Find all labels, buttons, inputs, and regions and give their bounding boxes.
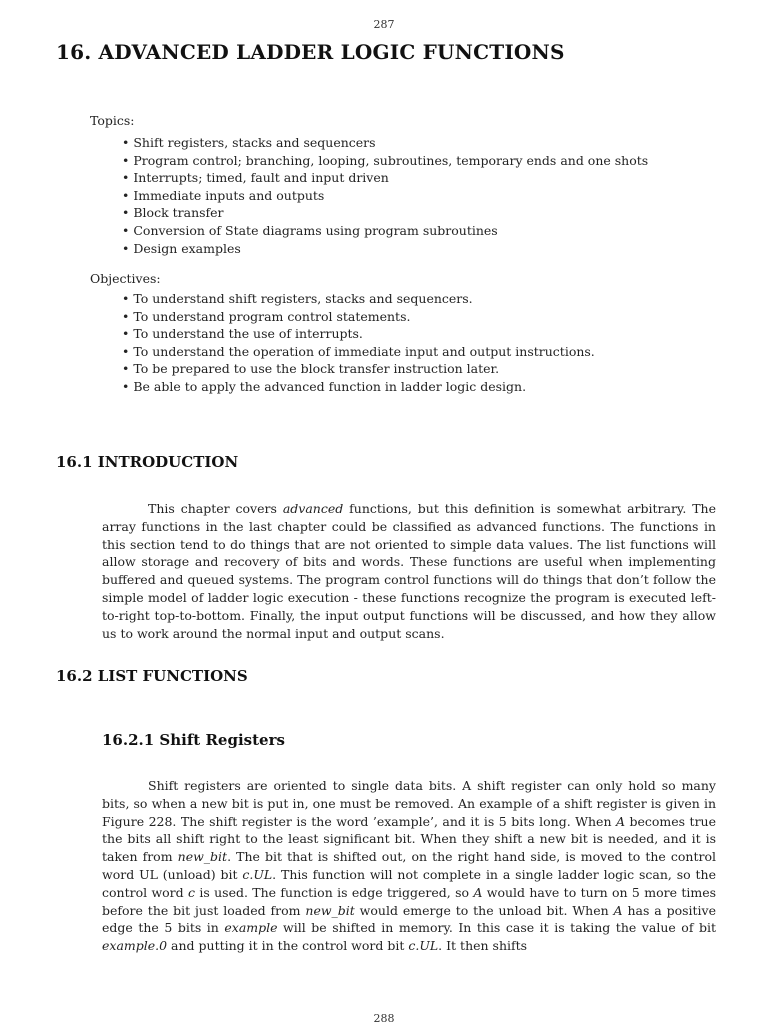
list-item: • To understand the operation of immediate input and output instructions. bbox=[122, 343, 595, 361]
introduction-paragraph bbox=[102, 500, 716, 642]
text-run-italic: example bbox=[224, 920, 278, 936]
text-run: . This function will not complete in a single ladder logic scan, so the control word bbox=[102, 866, 716, 900]
text-run: is used. The function is edge triggered, so bbox=[195, 884, 474, 900]
text-run: functions, but this definition is somewhat arbitrary. The array functions in the last chapter could be classified as advanced functions. The functions in this section tend to do things that are not oriented to simple data values. The list functions will allow storage and recovery of bits and words. These functions are useful when implementing buffered and queued systems. The program control functions will do things that don’t follow the simple model of ladder logic execution - these functions recognize the program is executed left-to-right top-to-bottom. Finally, the input output functions will be discussed, and how they allow us to work around the normal input and output scans. bbox=[102, 501, 716, 641]
list-item: • To understand shift registers, stacks and sequencers. bbox=[122, 290, 595, 308]
text-run-italic: new_bit bbox=[177, 849, 228, 865]
section-heading-introduction: 16.1 INTRODUCTION bbox=[56, 453, 239, 471]
list-item: • Be able to apply the advanced function in ladder logic design. bbox=[122, 378, 595, 396]
text-run: would have to turn on 5 more times before the bit just loaded from bbox=[102, 884, 717, 918]
text-run-italic: c.UL bbox=[408, 938, 439, 954]
text-run: will be shifted in memory. In this case it is taking the value of bit bbox=[277, 920, 716, 936]
text-run-italic: c.UL bbox=[242, 866, 273, 882]
objectives-heading: Objectives: bbox=[90, 271, 161, 286]
text-run-italic: advanced bbox=[282, 501, 344, 516]
text-run: and putting it in the control word bit bbox=[167, 938, 409, 954]
text-run-italic: c bbox=[188, 884, 196, 900]
chapter-title: 16. ADVANCED LADDER LOGIC FUNCTIONS bbox=[56, 40, 565, 64]
text-run-italic: new_bit bbox=[305, 902, 355, 918]
text-run: has a positive edge the 5 bits in bbox=[102, 902, 716, 936]
text-run-italic: A bbox=[473, 884, 483, 900]
text-run: This chapter covers bbox=[148, 501, 283, 516]
list-item: • Design examples bbox=[122, 240, 648, 258]
text-run-italic: A bbox=[613, 902, 623, 918]
section-heading-list-functions: 16.2 LIST FUNCTIONS bbox=[56, 667, 248, 685]
text-run: becomes true the bits all shift right to the least significant bit. When they shift a new bit is needed, and it is taken from bbox=[102, 813, 717, 865]
list-item: • Interrupts; timed, fault and input driven bbox=[122, 169, 648, 187]
text-run-italic: A bbox=[615, 813, 626, 829]
list-item: • Conversion of State diagrams using program subroutines bbox=[122, 222, 648, 240]
page-number-top: 287 bbox=[373, 18, 395, 31]
text-run: . It then shifts bbox=[438, 938, 528, 954]
list-item: • To understand the use of interrupts. bbox=[122, 325, 595, 343]
list-item: • Shift registers, stacks and sequencers bbox=[122, 134, 648, 152]
list-item: • Program control; branching, looping, subroutines, temporary ends and one shots bbox=[122, 152, 648, 170]
topics-heading: Topics: bbox=[90, 113, 135, 128]
topics-list bbox=[122, 134, 648, 257]
list-item: • To be prepared to use the block transfer instruction later. bbox=[122, 360, 595, 378]
page-number-bottom: 288 bbox=[373, 1012, 395, 1025]
objectives-list bbox=[122, 290, 595, 396]
list-item: • Immediate inputs and outputs bbox=[122, 187, 648, 205]
list-item: • To understand program control statements. bbox=[122, 308, 595, 326]
subsection-heading-shift-registers: 16.2.1 Shift Registers bbox=[102, 731, 285, 749]
text-run-italic: example.0 bbox=[102, 938, 168, 954]
text-run: . The bit that is shifted out, on the right hand side, is moved to the control word UL (unload) bit bbox=[102, 849, 716, 882]
text-run: Shift registers are oriented to single data bits. A shift register can only hold so many bits, so when a new bit is put in, one must be removed. An example of a shift register is given in Figure 228. The shift register is the word ’example’, and it is 5 bits long. When bbox=[102, 778, 716, 829]
list-item: • Block transfer bbox=[122, 204, 648, 222]
text-run: would emerge to the unload bit. When bbox=[354, 902, 614, 918]
shift-registers-paragraph bbox=[102, 777, 716, 955]
